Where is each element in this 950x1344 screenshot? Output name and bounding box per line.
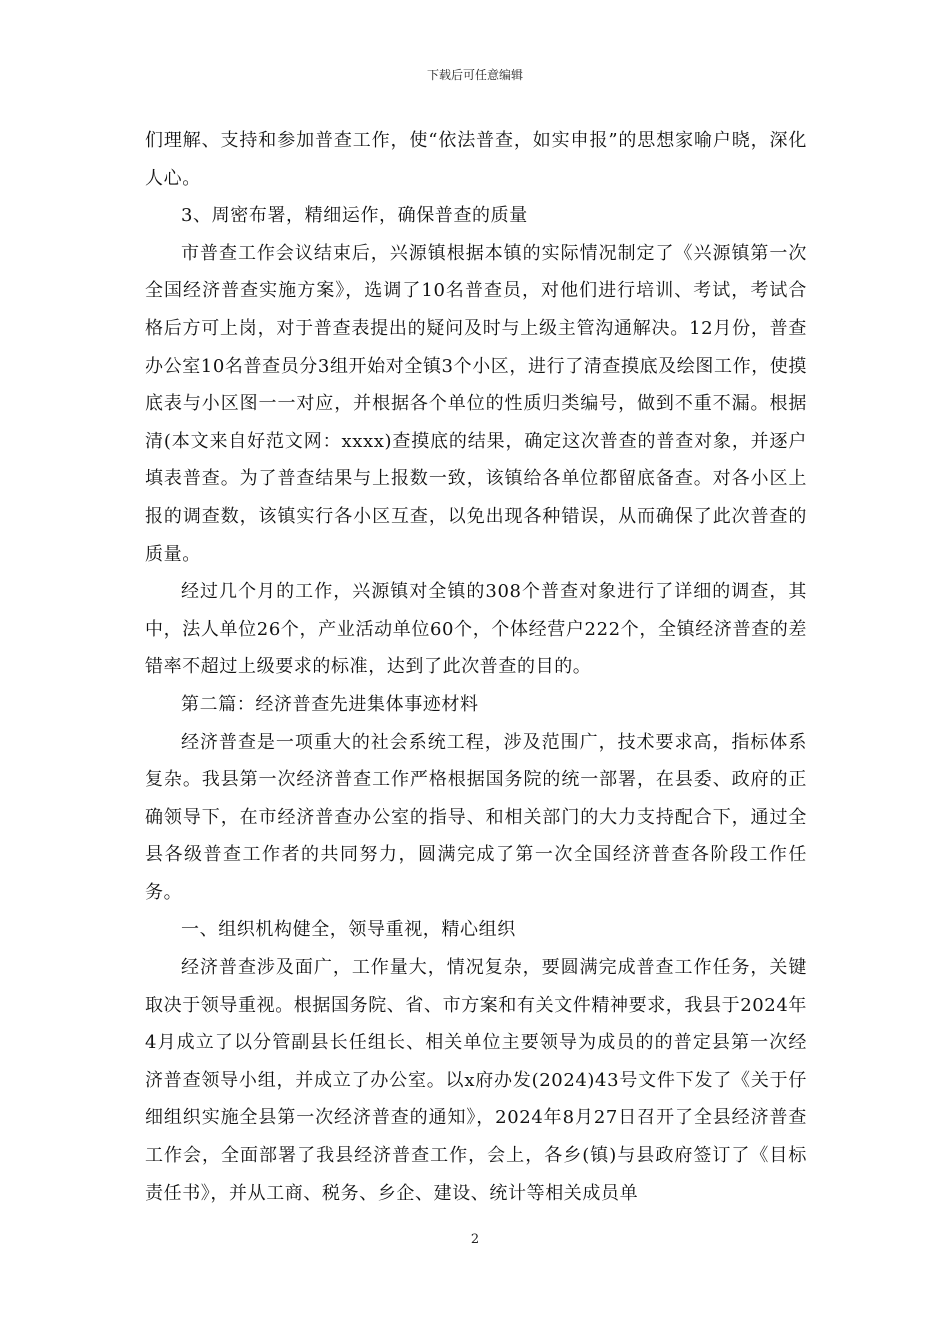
paragraph-organization: 经济普查涉及面广，工作量大，情况复杂，要圆满完成普查工作任务，关键取决于领导重视。根据国务院、省、市方案和有关文件精神要求，我县于2024年4月成立了以分管副县长任组长、相关单位主要领导为成员的的普定县第一次经济普查领导小组，并成立了办公室。以x府办发(2024)43号文件下发了《关于仔细组织实施全县第一次经济普查的通知》，2024年8月27日召开了全县经济普查工作会，全面部署了我县经济普查工作，会上，各乡(镇)与县政府签订了《目标责任书》，并从工商、税务、乡企、建设、统计等相关成员单: [145, 957, 808, 1204]
paragraph-census-plan: 市普查工作会议结束后，兴源镇根据本镇的实际情况制定了《兴源镇第一次全国经济普查实施方案》，选调了10名普查员，对他们进行培训、考试，考试合格后方可上岗，对于普查表提出的疑问及时与上级主管沟通解决。12月份，普查办公室10名普查员分3组开始对全镇3个小区，进行了清查摸底及绘图工作，使摸底表与小区图一一对应，并根据各个单位的性质归类编号，做到不重不漏。根据清(本文来自好范文网：xxxx)查摸底的结果，确定这次普查的普查对象，并逐户填表普查。为了普查结果与上报数一致，该镇给各单位都留底备查。对各小区上报的调查数，该镇实行各小区互查，以免出现各种错误，从而确保了此次普查的质量。: [145, 242, 808, 565]
document-body: [145, 122, 807, 1212]
section-heading-1: 一、组织机构健全，领导重视，精心组织: [181, 919, 516, 941]
paragraph-chapter2-intro: 经济普查是一项重大的社会系统工程，涉及范围广，技术要求高，指标体系复杂。我县第一次经济普查工作严格根据国务院的统一部署，在县委、政府的正确领导下，在市经济普查办公室的指导、和相关部门的大力支持配合下，通过全县各级普查工作者的共同努力，圆满完成了第一次全国经济普查各阶段工作任务。: [145, 731, 807, 903]
paragraph-census-results: 经过几个月的工作，兴源镇对全镇的308个普查对象进行了详细的调查，其中，法人单位26个，产业活动单位60个，个体经营户222个，全镇经济普查的差错率不超过上级要求的标准，达到了此次普查的目的。: [145, 581, 807, 678]
section-heading-3: 3、周密布署，精细运作，确保普查的质量: [181, 205, 528, 227]
page-header: 下载后可任意编辑: [426, 68, 523, 82]
page-number: 2: [470, 1232, 480, 1247]
chapter-heading-2: 第二篇：经济普查先进集体事迹材料: [181, 693, 479, 715]
paragraph-intro-continuation: 们理解、支持和参加普查工作，使“依法普查，如实申报”的思想家喻户晓，深化人心。: [145, 130, 807, 189]
